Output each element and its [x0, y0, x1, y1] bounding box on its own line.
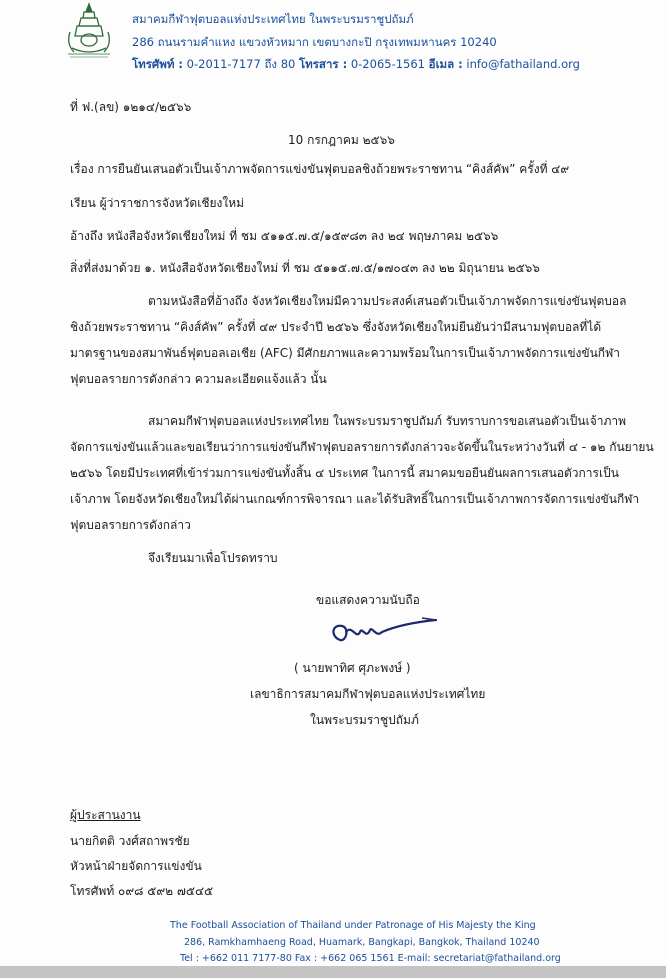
para1-line1: ตามหนังสือที่อ้างถึง จังหวัดเชียงใหม่มีความประสงค์เสนอตัวเป็นเจ้าภาพจัดการแข่งขันฟุตบอล	[148, 294, 627, 308]
header-org-name: สมาคมกีฬาฟุตบอลแห่งประเทศไทย ในพระบรมราชูปถัมภ์	[132, 12, 414, 26]
email-value: info@fathailand.org	[466, 57, 580, 71]
coordinator-position: หัวหน้าฝ่ายจัดการแข่งขัน	[70, 859, 202, 873]
fat-emblem-logo	[62, 2, 116, 60]
para2-line5: ฟุตบอลรายการดังกล่าว	[70, 518, 191, 532]
footer-contact: Tel : +662 011 7177-80 Fax : +662 065 1561 E-mail: secretariat@fathailand.org	[180, 953, 561, 964]
para2-line3: ๒๕๖๖ โดยมีประเทศที่เข้าร่วมการแข่งขันทั้งสิ้น ๔ ประเทศ ในการนี้ สมาคมขอยืนยันผลการเสนอตัวการเป็น	[70, 466, 619, 480]
reference-line: อ้างถึง หนังสือจังหวัดเชียงใหม่ ที่ ชม ๕๑๑๕.๗.๕/๑๕๙๘๓ ลง ๒๔ พฤษภาคม ๒๕๖๖	[70, 229, 499, 243]
para2-line2: จัดการแข่งขันแล้วและขอเรียนว่าการแข่งขันกีฬาฟุตบอลรายการดังกล่าวจะจัดขึ้นในระหว่างวันที่ ๔ - ๑๒ กันยายน	[70, 440, 654, 454]
footer-org-name: The Football Association of Thailand under Patronage of His Majesty the King	[170, 920, 536, 931]
coordinator-phone: โทรศัพท์ ๐๙๘ ๕๙๒ ๗๕๔๕	[70, 884, 214, 898]
header-contact	[132, 56, 580, 74]
ref-number: ที่ ฟ.(ลข) ๑๒๑๔/๒๕๖๖	[70, 100, 192, 114]
enclosure-line: สิ่งที่ส่งมาด้วย ๑. หนังสือจังหวัดเชียงใหม่ ที่ ชม ๕๑๑๕.๗.๕/๑๗๐๔๓ ลง ๒๒ มิถุนายน ๒๕๖๖	[70, 261, 540, 275]
para2-line1: สมาคมกีฬาฟุตบอลแห่งประเทศไทย ในพระบรมราชูปถัมภ์ รับทราบการขอเสนอตัวเป็นเจ้าภาพ	[148, 414, 627, 428]
closing-phrase: ขอแสดงความนับถือ	[316, 593, 420, 607]
tel-label: โทรศัพท์ :	[132, 57, 183, 71]
fax-value: 0-2065-1561	[350, 57, 425, 71]
footer-address: 286, Ramkhamhaeng Road, Huamark, Bangkapi, Bangkok, Thailand 10240	[184, 937, 540, 948]
signer-title-2: ในพระบรมราชูปถัมภ์	[310, 713, 419, 727]
tel-value: 0-2011-7177 ถึง 80	[186, 57, 296, 71]
subject-line: เรื่อง การยืนยันเสนอตัวเป็นเจ้าภาพจัดการแข่งขันฟุตบอลชิงถ้วยพระราชทาน “คิงส์คัพ” ครั้งที่ ๔๙	[70, 162, 570, 176]
para1-line3: มาตรฐานของสมาพันธ์ฟุตบอลเอเชีย (AFC) มีศักยภาพและความพร้อมในการเป็นเจ้าภาพจัดการแข่งขันกีฬา	[70, 346, 621, 360]
header-address: 286 ถนนรามคำแหง แขวงหัวหมาก เขตบางกะปิ กรุงเทพมหานคร 10240	[132, 35, 497, 49]
email-label: อีเมล :	[428, 57, 463, 71]
para1-line4: ฟุตบอลรายการดังกล่าว ความละเอียดแจ้งแล้ว นั้น	[70, 372, 327, 386]
signer-title-1: เลขาธิการสมาคมกีฬาฟุตบอลแห่งประเทศไทย	[250, 687, 486, 701]
salutation-line: เรียน ผู้ว่าราชการจังหวัดเชียงใหม่	[70, 196, 245, 210]
coordinator-name: นายกิตติ วงศ์สถาพรชัย	[70, 834, 190, 848]
scan-bottom-edge	[0, 966, 666, 978]
para1-line2: ชิงถ้วยพระราชทาน “คิงส์คัพ” ครั้งที่ ๔๙ ประจำปี ๒๕๖๖ ซึ่งจังหวัดเชียงใหม่ยืนยันว่ามีสนามฟุตบอลที่ได้	[70, 320, 602, 334]
coordinator-heading: ผู้ประสานงาน	[70, 808, 141, 822]
handwritten-signature	[326, 614, 438, 652]
signer-name: ( นายพาทิศ ศุภะพงษ์ )	[294, 661, 411, 675]
fax-label: โทรสาร :	[298, 57, 348, 71]
closing-request: จึงเรียนมาเพื่อโปรดทราบ	[148, 551, 278, 565]
para2-line4: เจ้าภาพ โดยจังหวัดเชียงใหม่ได้ผ่านเกณฑ์การพิจารณา และได้รับสิทธิ์ในการเป็นเจ้าภาพการจัดการแข่งขันกีฬา	[70, 492, 640, 506]
letter-date: 10 กรกฎาคม ๒๕๖๖	[288, 133, 395, 147]
